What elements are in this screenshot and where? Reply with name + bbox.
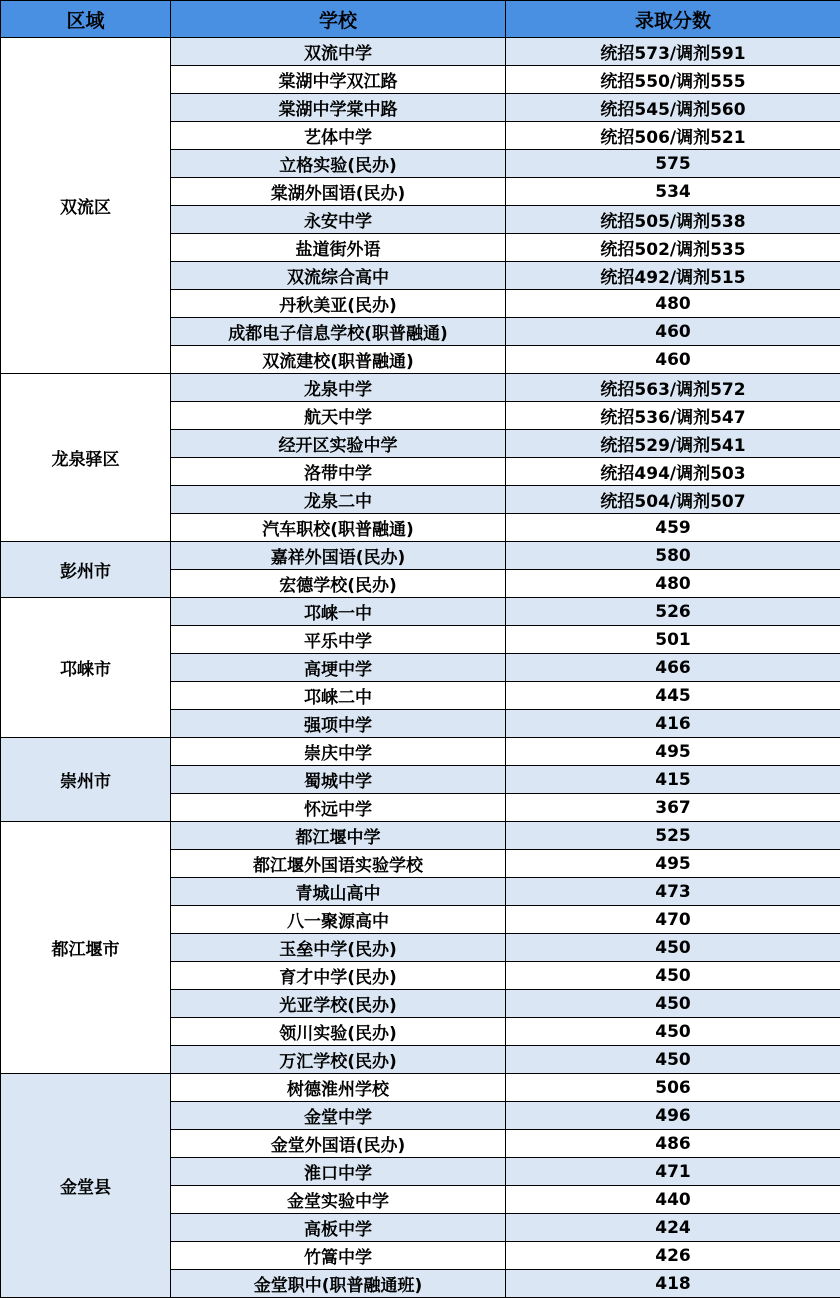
school-cell: 怀远中学 [171,794,506,822]
score-cell: 495 [506,850,840,878]
score-cell: 统招492/调剂515 [506,262,840,290]
score-cell: 575 [506,150,840,178]
score-cell: 415 [506,766,840,794]
school-cell: 金堂外国语(民办) [171,1130,506,1158]
score-cell: 统招563/调剂572 [506,374,840,402]
school-cell: 双流建校(职普融通) [171,346,506,374]
score-cell: 471 [506,1158,840,1186]
score-cell: 450 [506,962,840,990]
score-cell: 统招502/调剂535 [506,234,840,262]
score-cell: 506 [506,1074,840,1102]
school-cell: 强项中学 [171,710,506,738]
score-cell: 460 [506,346,840,374]
school-cell: 永安中学 [171,206,506,234]
school-cell: 树德淮州学校 [171,1074,506,1102]
score-cell: 统招504/调剂507 [506,486,840,514]
score-cell: 534 [506,178,840,206]
table-row [1,1074,840,1102]
school-cell: 立格实验(民办) [171,150,506,178]
region-cell: 崇州市 [1,738,171,822]
region-cell: 都江堰市 [1,822,171,1074]
score-cell: 367 [506,794,840,822]
table-row [1,38,840,66]
score-cell: 460 [506,318,840,346]
school-cell: 领川实验(民办) [171,1018,506,1046]
school-cell: 经开区实验中学 [171,430,506,458]
school-cell: 丹秋美亚(民办) [171,290,506,318]
school-cell: 玉垒中学(民办) [171,934,506,962]
score-cell: 统招506/调剂521 [506,122,840,150]
school-cell: 八一聚源高中 [171,906,506,934]
school-cell: 万汇学校(民办) [171,1046,506,1074]
header-score: 录取分数 [506,1,840,38]
score-cell: 496 [506,1102,840,1130]
region-cell: 金堂县 [1,1074,171,1298]
score-cell: 统招494/调剂503 [506,458,840,486]
score-cell: 416 [506,710,840,738]
score-cell: 480 [506,570,840,598]
score-cell: 440 [506,1186,840,1214]
school-cell: 盐道街外语 [171,234,506,262]
score-cell: 580 [506,542,840,570]
school-cell: 金堂职中(职普融通班) [171,1270,506,1298]
table-row [1,542,840,570]
school-cell: 平乐中学 [171,626,506,654]
score-cell: 418 [506,1270,840,1298]
score-cell: 统招550/调剂555 [506,66,840,94]
header-region: 区域 [1,1,171,38]
table-row [1,598,840,626]
region-cell: 龙泉驿区 [1,374,171,542]
score-cell: 450 [506,1018,840,1046]
school-cell: 邛崃二中 [171,682,506,710]
score-cell: 486 [506,1130,840,1158]
score-cell: 526 [506,598,840,626]
score-cell: 470 [506,906,840,934]
score-cell: 473 [506,878,840,906]
score-cell: 统招536/调剂547 [506,402,840,430]
school-cell: 金堂中学 [171,1102,506,1130]
school-cell: 邛崃一中 [171,598,506,626]
school-cell: 龙泉中学 [171,374,506,402]
score-cell: 450 [506,934,840,962]
region-cell: 双流区 [1,38,171,374]
school-cell: 青城山高中 [171,878,506,906]
school-cell: 蜀城中学 [171,766,506,794]
header-school: 学校 [171,1,506,38]
score-cell: 450 [506,990,840,1018]
school-cell: 棠湖外国语(民办) [171,178,506,206]
score-cell: 445 [506,682,840,710]
score-cell: 495 [506,738,840,766]
score-cell: 480 [506,290,840,318]
school-cell: 汽车职校(职普融通) [171,514,506,542]
table-body [1,38,840,1298]
school-cell: 嘉祥外国语(民办) [171,542,506,570]
school-cell: 崇庆中学 [171,738,506,766]
school-cell: 艺体中学 [171,122,506,150]
school-cell: 育才中学(民办) [171,962,506,990]
score-cell: 466 [506,654,840,682]
school-cell: 竹篙中学 [171,1242,506,1270]
table-row [1,822,840,850]
school-cell: 航天中学 [171,402,506,430]
score-cell: 501 [506,626,840,654]
table-header-row [1,1,840,38]
school-cell: 光亚学校(民办) [171,990,506,1018]
school-cell: 龙泉二中 [171,486,506,514]
table-row [1,374,840,402]
score-cell: 525 [506,822,840,850]
region-cell: 邛崃市 [1,598,171,738]
school-cell: 高板中学 [171,1214,506,1242]
school-cell: 棠湖中学双江路 [171,66,506,94]
school-cell: 洛带中学 [171,458,506,486]
school-cell: 双流中学 [171,38,506,66]
school-cell: 宏德学校(民办) [171,570,506,598]
school-cell: 淮口中学 [171,1158,506,1186]
table-row [1,738,840,766]
score-cell: 450 [506,1046,840,1074]
school-cell: 棠湖中学棠中路 [171,94,506,122]
score-cell: 统招529/调剂541 [506,430,840,458]
score-cell: 统招505/调剂538 [506,206,840,234]
school-cell: 成都电子信息学校(职普融通) [171,318,506,346]
score-cell: 424 [506,1214,840,1242]
school-cell: 都江堰外国语实验学校 [171,850,506,878]
school-cell: 金堂实验中学 [171,1186,506,1214]
score-cell: 统招573/调剂591 [506,38,840,66]
score-cell: 459 [506,514,840,542]
school-cell: 双流综合高中 [171,262,506,290]
school-cell: 都江堰中学 [171,822,506,850]
score-cell: 统招545/调剂560 [506,94,840,122]
region-cell: 彭州市 [1,542,171,598]
school-cell: 高埂中学 [171,654,506,682]
score-cell: 426 [506,1242,840,1270]
